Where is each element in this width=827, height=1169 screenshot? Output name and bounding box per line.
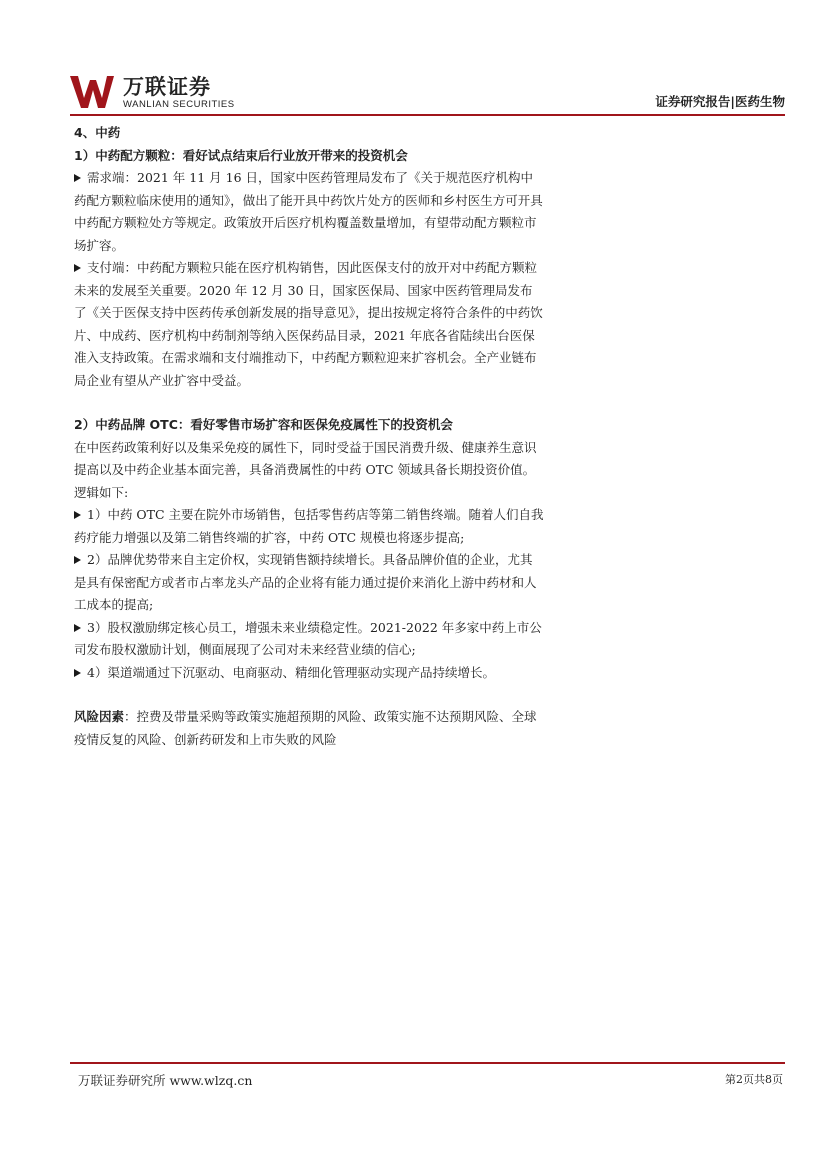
bullet-otc-1: 1）中药 OTC 主要在院外市场销售，包括零售药店等第二销售终端。随着人们自我药疗能力增强以及第二销售终端的扩容，中药 OTC 规模也将逐步提高; [74, 507, 544, 545]
logo-chinese-name: 万联证券 [123, 75, 211, 99]
risk-text: ：控费及带量采购等政策实施超预期的风险、政策实施不达预期风险、全球疫情反复的风险、创新药研发和上市失败的风险 [74, 709, 537, 747]
bullet-payment: 支付端：中药配方颗粒只能在医疗机构销售，因此医保支付的放开对中药配方颗粒未来的发展至关重要。2020 年 12 月 30 日，国家医保局、国家中医药管理局发布了《关于医保支持中医药传承创新发展的指导意见》，提出按规定将符合条件的中药饮片、中成药、医疗机构中药制剂等纳入医保药品目录，2021 年底各省陆续出台医保准入支持政策。在需求端和支付端推动下，中药配方颗粒迎来扩容机会。全产业链布局企业有望从产业扩容中受益。 [74, 260, 543, 388]
section-title: 4、中药 [74, 125, 121, 140]
footer-divider [70, 1062, 785, 1064]
bullet-triangle-icon [74, 669, 81, 677]
report-type: 证券研究报告|医药生物 [655, 94, 785, 109]
subsection-title-1: 1）中药配方颗粒：看好试点结束后行业放开带来的投资机会 [74, 147, 408, 163]
page-header [70, 74, 785, 114]
risk-paragraph [74, 706, 544, 751]
bullet-triangle-icon [74, 556, 81, 564]
bullet-otc-3: 3）股权激励绑定核心员工，增强未来业绩稳定性。2021-2022 年多家中药上市公司发布股权激励计划，侧面展现了公司对未来经营业绩的信心; [74, 619, 542, 657]
bullet-otc-2: 2）品牌优势带来自主定价权，实现销售额持续增长。具备品牌价值的企业，尤其是具有保密配方或者市占率龙头产品的企业将有能力通过提价来消化上游中药材和人工成本的提高; [74, 552, 537, 612]
bullet-triangle-icon [74, 174, 81, 182]
main-content [74, 122, 544, 751]
bullet-demand: 需求端：2021 年 11 月 16 日，国家中医药管理局发布了《关于规范医疗机构中药配方颗粒临床使用的通知》，做出了能开具中药饮片处方的医师和乡村医生方可开具中药配方颗粒处方等规定。政策放开后医疗机构覆盖数量增加，有望带动配方颗粒市场扩容。 [74, 170, 543, 253]
bullet-triangle-icon [74, 624, 81, 632]
bullet-otc-4: 4）渠道端通过下沉驱动、电商驱动、精细化管理驱动实现产品持续增长。 [74, 662, 544, 685]
footer-institute: 万联证券研究所 www.wlzq.cn [78, 1073, 253, 1088]
header-divider [70, 114, 785, 116]
risk-label: 风险因素 [74, 709, 125, 724]
wanlian-logo-icon [70, 74, 114, 110]
subsection-intro: 在中医药政策利好以及集采免疫的属性下，同时受益于国民消费升级、健康养生意识提高以及中药企业基本面完善，具备消费属性的中药 OTC 领域具备长期投资价值。逻辑如下: [74, 439, 537, 500]
bullet-triangle-icon [74, 264, 81, 272]
page-number: 第2页共8页 [725, 1073, 783, 1086]
bullet-triangle-icon [74, 511, 81, 519]
logo-english-name: WANLIAN SECURITIES [123, 99, 235, 110]
subsection-title-2: 2）中药品牌 OTC：看好零售市场扩容和医保免疫属性下的投资机会 [74, 417, 453, 432]
